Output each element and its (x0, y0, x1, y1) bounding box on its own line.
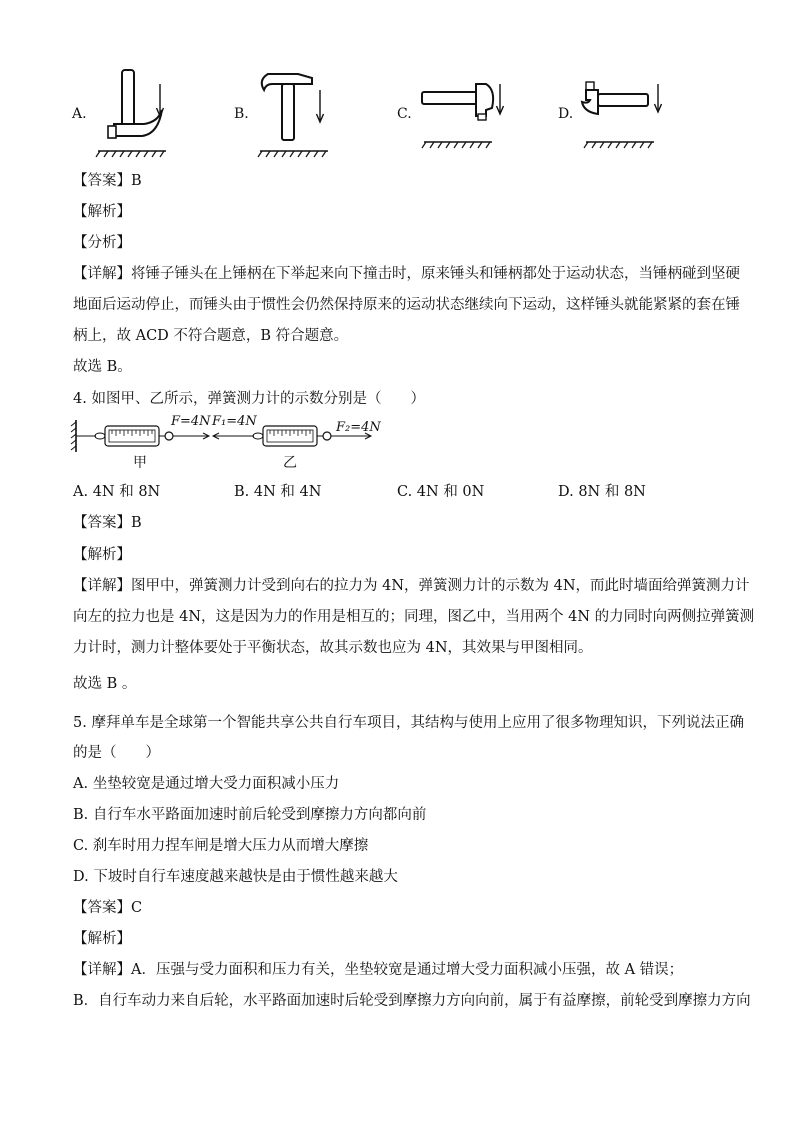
q4-detail-line-1: 【详解】图甲中，弹簧测力计受到向右的拉力为 4N，弹簧测力计的示数为 4N，而此时墙面给弹簧测力计 (73, 578, 750, 594)
q5-answer: 【答案】C (73, 900, 143, 916)
force-f1-label: F₁=4N (212, 414, 257, 429)
q5-stem-line-2: 的是（ ） (73, 745, 160, 761)
q5-option-d: D. 下坡时自行车速度越来越快是由于惯性越来越大 (73, 869, 398, 885)
option-b-letter: B. (234, 106, 249, 122)
q5-option-b: B. 自行车水平路面加速时前后轮受到摩擦力方向都向前 (73, 807, 427, 823)
q3-detail-line-1: 【详解】将锤子锤头在上锤柄在下举起来向下撞击时，原来锤头和锤柄都处于运动状态，当锤柄碰到坚硬 (73, 266, 740, 282)
q5-analysis-head: 【解析】 (73, 931, 131, 947)
q4-analysis-head: 【解析】 (73, 547, 131, 563)
q3-detail-line-3: 柄上，故 ACD 不符合题意，B 符合题意。 (73, 328, 349, 344)
force-f2-label: F₂=4N (336, 420, 381, 435)
force-f-label: F=4N (171, 414, 211, 429)
option-c-letter: C. (397, 106, 412, 122)
hammer-figure-d (576, 64, 672, 160)
q4-spring-scale-figure (70, 412, 400, 474)
q5-detail-line-1: 【详解】A．压强与受力面积和压力有关，坐垫较宽是通过增大受力面积减小压强，故 A 错误； (73, 962, 684, 978)
q4-option-a: A. 4N 和 8N (73, 484, 161, 500)
hammer-figure-c (416, 64, 512, 160)
q4-option-b: B. 4N 和 4N (234, 484, 322, 500)
option-d-letter: D. (558, 106, 574, 122)
q4-choose: 故选 B 。 (73, 676, 137, 692)
q5-option-c: C. 刹车时用力捏车闸是增大压力从而增大摩擦 (73, 838, 369, 854)
figure-label-jia: 甲 (133, 455, 147, 471)
q4-option-c: C. 4N 和 0N (397, 484, 485, 500)
q4-stem: 4. 如图甲、乙所示，弹簧测力计的示数分别是（ ） (73, 391, 425, 407)
q4-detail-line-3: 力计时，测力计整体要处于平衡状态，故其示数也应为 4N，其效果与甲图相同。 (73, 640, 593, 656)
option-a-letter: A. (72, 106, 87, 122)
q3-analysis-head: 【解析】 (73, 204, 131, 220)
q4-detail-line-2: 向左的拉力也是 4N，这是因为力的作用是相互的；同理，图乙中，当用两个 4N 的力同时向两侧拉弹簧测 (73, 609, 755, 625)
q3-choose: 故选 B。 (73, 359, 132, 375)
q4-option-d: D. 8N 和 8N (558, 484, 646, 500)
q5-detail-line-2: B．自行车动力来自后轮，水平路面加速时后轮受到摩擦力方向向前，属于有益摩擦，前轮受到摩擦力方向 (73, 993, 751, 1009)
q3-fenxi-head: 【分析】 (73, 235, 131, 251)
q5-stem-line-1: 5. 摩拜单车是全球第一个智能共享公共自行车项目，其结构与使用上应用了很多物理知识，下列说法正确 (73, 715, 744, 731)
q5-option-a: A. 坐垫较宽是通过增大受力面积减小压力 (73, 776, 340, 792)
figure-label-yi: 乙 (283, 455, 297, 471)
q4-answer: 【答案】B (73, 515, 142, 531)
hammer-figure-b (254, 64, 334, 160)
hammer-figure-a (92, 64, 172, 160)
q3-detail-line-2: 地面后运动停止，而锤头由于惯性会仍然保持原来的运动状态继续向下运动，这样锤头就能紧紧的套在锤 (73, 297, 740, 313)
q3-answer: 【答案】B (73, 173, 142, 189)
